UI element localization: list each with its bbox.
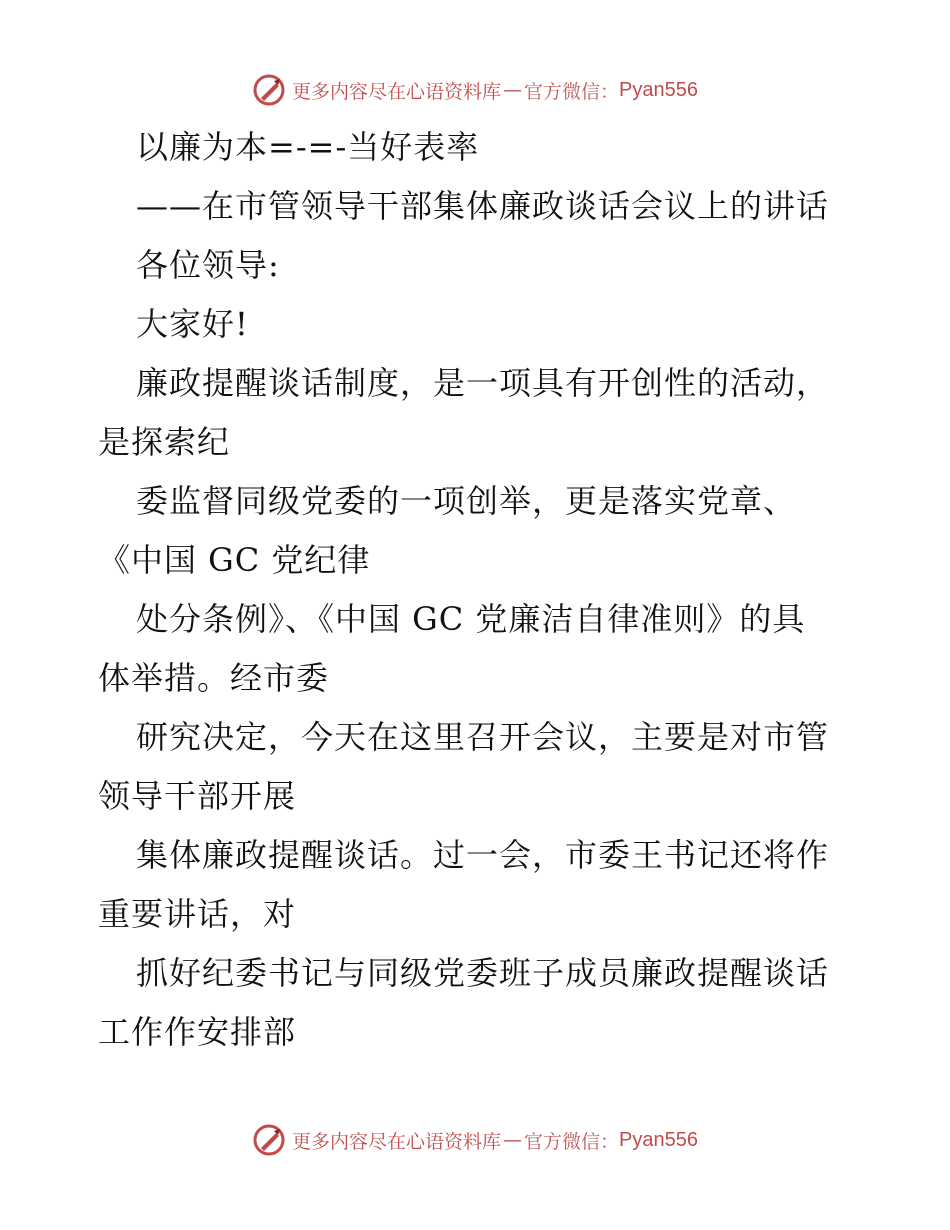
text-line: 大家好!: [136, 305, 249, 343]
watermark-id: Pyan556: [619, 1128, 698, 1151]
text-line: 以廉为本=-=-当好表率: [136, 128, 480, 166]
watermark-id: Pyan556: [619, 78, 698, 101]
footer-watermark: [0, 1120, 950, 1160]
text-line: 体举措。经市委: [98, 659, 330, 697]
quill-seal-icon: [252, 73, 286, 107]
watermark-brand: 更多内容尽在心语资料库: [292, 80, 502, 103]
text-line: 处分条例》、《中国 GC 党廉洁自律准则》的具: [136, 600, 806, 638]
header-watermark: [0, 70, 950, 110]
text-line: 《中国 GC 党纪律: [98, 541, 371, 579]
text-line: 各位领导:: [136, 246, 280, 284]
text-line: 研究决定，今天在这里召开会议，主要是对市管: [136, 718, 830, 756]
text-line: 领导干部开展: [98, 777, 297, 815]
text-line: 是探索纪: [98, 423, 231, 461]
text-line: 抓好纪委书记与同级党委班子成员廉政提醒谈话: [136, 954, 830, 992]
watermark-label: 官方微信：: [524, 1130, 620, 1153]
text-line: 重要讲话，对: [98, 895, 297, 933]
quill-seal-icon: [252, 1123, 286, 1157]
text-line: 集体廉政提醒谈话。过一会，市委王书记还将作: [136, 836, 830, 874]
watermark-dash: —: [503, 79, 523, 101]
watermark-label: 官方微信：: [524, 80, 620, 103]
text-line: 工作作安排部: [98, 1013, 297, 1051]
document-body: [98, 118, 858, 1062]
text-line: 委监督同级党委的一项创举，更是落实党章、: [136, 482, 797, 520]
watermark-dash: —: [503, 1129, 523, 1151]
watermark-brand: 更多内容尽在心语资料库: [292, 1130, 502, 1153]
text-line: 廉政提醒谈话制度，是一项具有开创性的活动，: [136, 364, 830, 402]
text-line: ——在市管领导干部集体廉政谈话会议上的讲话: [136, 187, 830, 225]
